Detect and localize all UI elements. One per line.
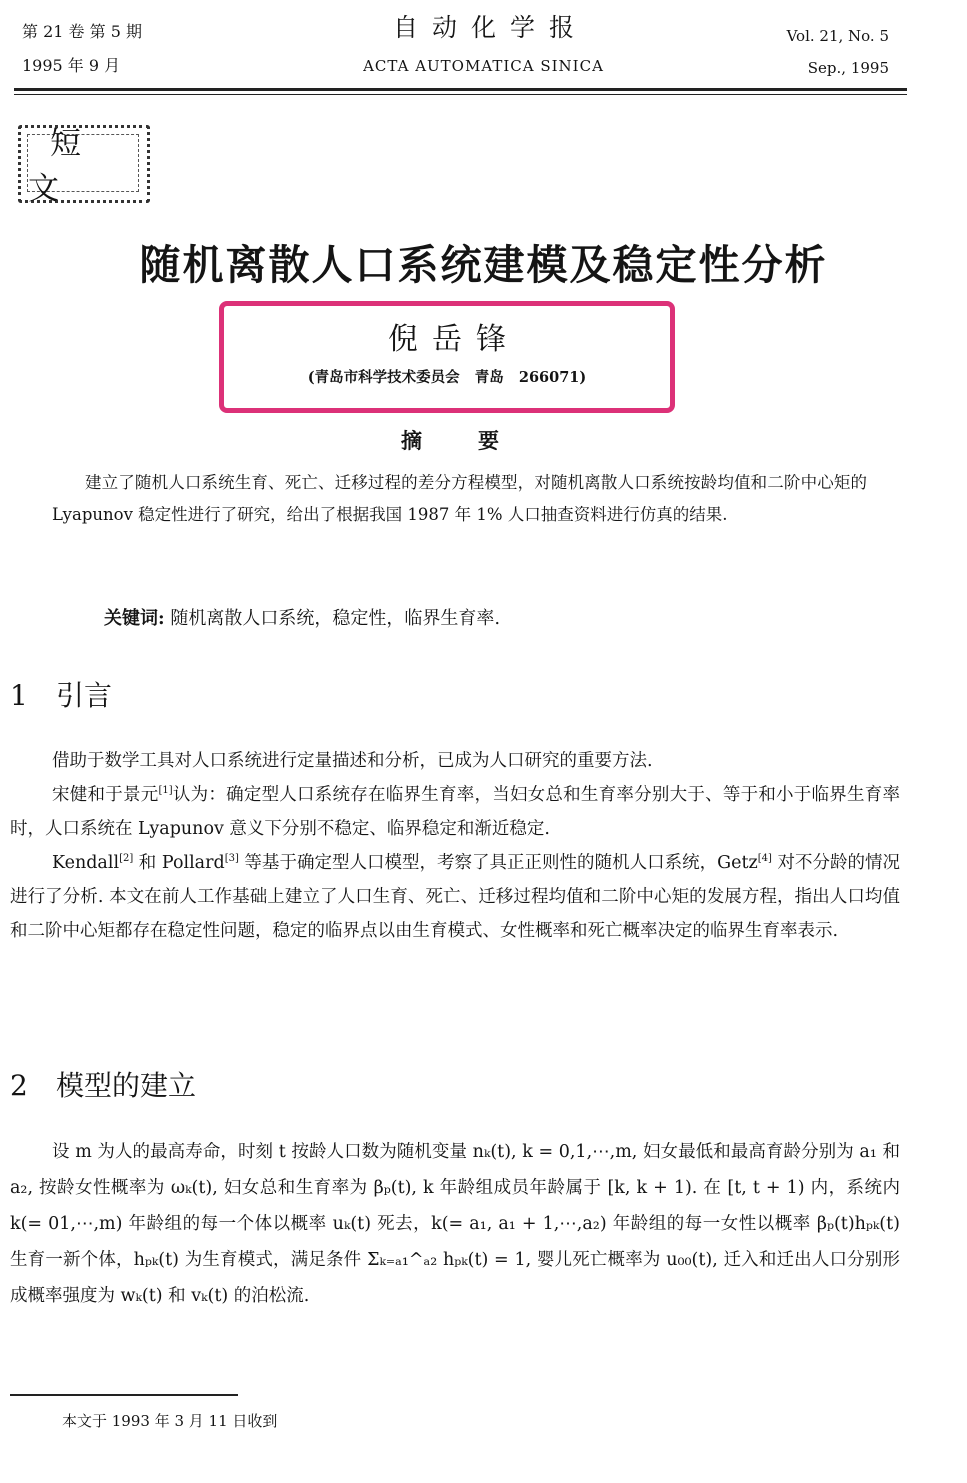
author-name: 倪岳锋 bbox=[388, 322, 520, 357]
journal-name-en: ACTA AUTOMATICA SINICA bbox=[363, 57, 604, 75]
abstract-heading: 摘要 bbox=[401, 428, 555, 453]
intro-text: 和 Pollard bbox=[133, 853, 225, 873]
intro-text: 认为：确定型人口系统存在临界生育率，当妇女总和生育率分别大于、等于和小于临界生育率时，人口系统在 Lyapunov 意义下分别不稳定、临界稳定和渐近稳定. bbox=[10, 785, 901, 839]
paper-title: 随机离散人口系统建模及稳定性分析 bbox=[139, 241, 828, 289]
author-affiliation: (青岛市科学技术委员会 青岛 266071) bbox=[307, 369, 587, 386]
introduction-body bbox=[10, 744, 900, 948]
section-title: 引言 bbox=[56, 679, 113, 712]
intro-paragraph-2 bbox=[10, 778, 900, 846]
section-number: 2 bbox=[10, 1069, 28, 1102]
intro-paragraph-3 bbox=[10, 846, 900, 948]
volume-issue-cn: 第 21 卷 第 5 期 bbox=[22, 22, 142, 41]
header-rule bbox=[14, 88, 907, 91]
date-cn: 1995 年 9 月 bbox=[22, 56, 121, 75]
header-rule-thin bbox=[14, 94, 907, 95]
volume-issue-en: Vol. 21, No. 5 bbox=[786, 27, 889, 45]
journal-name-cn: 自动化学报 bbox=[392, 13, 588, 42]
section-title: 模型的建立 bbox=[56, 1069, 197, 1102]
citation-ref: [1] bbox=[158, 785, 173, 797]
model-paragraph-1: 设 m 为人的最高寿命，时刻 t 按龄人口数为随机变量 nₖ(t), k = 0,1,⋯,m, 妇女最低和最高育龄分别为 a₁ 和 a₂, 按龄女性概率为 ωₖ(t), 妇女总和生育率为 βₚ(t), k 年龄组成员年龄属于 [k, k + 1). 在 [t, t + 1) 内，系统内 k(= 01,⋯,m) 年龄组的每一个体以概率 uₖ(t) 死去，k(= a₁, a₁ + 1,⋯,a₂) 年龄组的每一女性以概率 βₚ(t)hₚₖ(t) 生育一新个体，hₚₖ(t) 为生育模式，满足条件 Σₖ₌ₐ₁^ₐ₂ hₚₖ(t) = 1, 婴儿死亡概率为 u₀₀(t), 迁入和迁出人口分别形成概率强度为 wₖ(t) 和 vₖ(t) 的泊松流. bbox=[10, 1142, 900, 1306]
intro-paragraph-1: 借助于数学工具对人口系统进行定量描述和分析，已成为人口研究的重要方法. bbox=[52, 751, 653, 771]
intro-text: 等基于确定型人口模型，考察了具正正则性的随机人口系统，Getz bbox=[238, 853, 758, 873]
badge-label: 短文 bbox=[27, 134, 139, 192]
keywords-label: 关键词: bbox=[104, 608, 165, 629]
author-highlight-box bbox=[219, 301, 675, 413]
section-heading-introduction bbox=[10, 674, 112, 714]
short-paper-badge bbox=[18, 125, 150, 207]
citation-ref: [3] bbox=[224, 853, 239, 865]
section-number: 1 bbox=[10, 679, 28, 712]
citation-ref: [4] bbox=[757, 853, 772, 865]
intro-text: 宋健和于景元 bbox=[52, 785, 159, 805]
keywords-text: 随机离散人口系统，稳定性，临界生育率. bbox=[164, 608, 501, 629]
date-en: Sep., 1995 bbox=[807, 59, 889, 77]
abstract-text: 建立了随机人口系统生育、死亡、迁移过程的差分方程模型，对随机离散人口系统按龄均值和二阶中心矩的 Lyapunov 稳定性进行了研究，给出了根据我国 1987 年 1% 人口抽查资料进行仿真的结果. bbox=[52, 473, 867, 524]
section-heading-model bbox=[10, 1064, 196, 1104]
received-date-footnote: 本文于 1993 年 3 月 11 日收到 bbox=[62, 1412, 278, 1430]
citation-ref: [2] bbox=[119, 853, 134, 865]
footnote-rule bbox=[10, 1394, 238, 1396]
intro-text: 对不分龄的情况进行了分析. 本文在前人工作基础上建立了人口生育、死亡、迁移过程均值和二阶中心矩的发展方程，指出人口均值和二阶中心矩都存在稳定性问题，稳定的临界点以由生育模式、女性概率和死亡概率决定的临界生育率表示. bbox=[10, 853, 901, 941]
model-body bbox=[10, 1134, 900, 1314]
intro-text: Kendall bbox=[52, 853, 120, 873]
keywords bbox=[104, 602, 500, 636]
